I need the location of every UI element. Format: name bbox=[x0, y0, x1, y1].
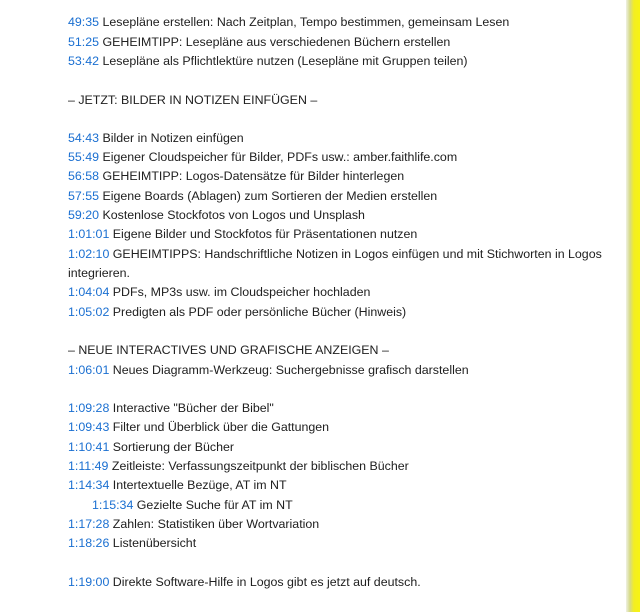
chapter-text: Lesepläne als Pflichtlektüre nutzen (Lesepläne mit Gruppen teilen) bbox=[102, 54, 468, 68]
chapter-entry bbox=[92, 497, 626, 513]
timestamp-link[interactable]: 1:10:41 bbox=[68, 440, 110, 454]
section-heading bbox=[68, 342, 626, 358]
timestamp-link[interactable]: 1:01:01 bbox=[68, 227, 110, 241]
section-heading bbox=[68, 92, 626, 108]
timestamp-link[interactable]: 59:20 bbox=[68, 208, 100, 222]
chapter-entry bbox=[68, 439, 626, 455]
chapter-entry bbox=[68, 207, 626, 223]
chapter-text: GEHEIMTIPPS: Handschriftliche Notizen in Logos einfügen und mit Stichworten in Logos bbox=[112, 247, 602, 261]
chapter-text: Listenübersicht bbox=[112, 536, 197, 550]
timestamp-link[interactable]: 55:49 bbox=[68, 150, 100, 164]
chapter-text: integrieren. bbox=[68, 266, 130, 280]
timestamp-link[interactable]: 1:15:34 bbox=[92, 498, 134, 512]
chapter-entry bbox=[68, 188, 626, 204]
timestamp-link[interactable]: 1:05:02 bbox=[68, 305, 110, 319]
chapter-entry bbox=[68, 304, 626, 320]
timestamp-link[interactable]: 1:14:34 bbox=[68, 478, 110, 492]
chapter-entry bbox=[68, 574, 626, 590]
chapter-entry bbox=[68, 477, 626, 493]
chapter-text: Zeitleiste: Verfassungszeitpunkt der biblischen Bücher bbox=[111, 459, 409, 473]
chapter-text: Sortierung der Bücher bbox=[112, 440, 235, 454]
chapter-text: Eigene Bilder und Stockfotos für Präsentationen nutzen bbox=[112, 227, 418, 241]
chapter-text: Kostenlose Stockfotos von Logos und Unsplash bbox=[102, 208, 365, 222]
timestamp-link[interactable]: 49:35 bbox=[68, 15, 100, 29]
timestamp-link[interactable]: 1:17:28 bbox=[68, 517, 110, 531]
chapter-entry bbox=[68, 14, 626, 30]
timestamp-link[interactable]: 1:09:43 bbox=[68, 420, 110, 434]
chapter-text: GEHEIMTIPP: Logos-Datensätze für Bilder hinterlegen bbox=[102, 169, 405, 183]
chapter-entry bbox=[68, 516, 626, 532]
chapter-text: Filter und Überblick über die Gattungen bbox=[112, 420, 330, 434]
timestamp-link[interactable]: 1:02:10 bbox=[68, 247, 110, 261]
chapter-entry bbox=[68, 362, 626, 378]
timestamp-link[interactable]: 1:09:28 bbox=[68, 401, 110, 415]
chapter-text: PDFs, MP3s usw. im Cloudspeicher hochladen bbox=[112, 285, 371, 299]
timestamp-link[interactable]: 56:58 bbox=[68, 169, 100, 183]
chapter-entry bbox=[68, 168, 626, 184]
chapter-text: Bilder in Notizen einfügen bbox=[102, 131, 244, 145]
timestamp-link[interactable]: 51:25 bbox=[68, 35, 100, 49]
chapter-entry bbox=[68, 458, 626, 474]
chapter-text: Neues Diagramm-Werkzeug: Suchergebnisse grafisch darstellen bbox=[112, 363, 469, 377]
timestamp-link[interactable]: 1:11:49 bbox=[68, 459, 109, 473]
timestamp-link[interactable]: 1:19:00 bbox=[68, 575, 110, 589]
chapter-entry bbox=[68, 53, 626, 69]
chapter-entry bbox=[68, 34, 626, 50]
timestamp-link[interactable]: 57:55 bbox=[68, 189, 100, 203]
chapter-text: Predigten als PDF oder persönliche Bücher (Hinweis) bbox=[112, 305, 407, 319]
chapter-entry bbox=[68, 284, 626, 300]
section-heading-text: – NEUE INTERACTIVES UND GRAFISCHE ANZEIGEN – bbox=[68, 343, 389, 357]
window-edge-strip bbox=[626, 0, 640, 612]
chapter-entry-continuation bbox=[68, 265, 626, 281]
timestamp-link[interactable]: 1:18:26 bbox=[68, 536, 110, 550]
timestamp-link[interactable]: 54:43 bbox=[68, 131, 100, 145]
chapter-text: Eigener Cloudspeicher für Bilder, PDFs usw.: amber.faithlife.com bbox=[102, 150, 458, 164]
chapter-entry bbox=[68, 400, 626, 416]
chapter-entry bbox=[68, 246, 626, 262]
chapter-text: Lesepläne erstellen: Nach Zeitplan, Tempo bestimmen, gemeinsam Lesen bbox=[102, 15, 510, 29]
section-heading-text: – JETZT: BILDER IN NOTIZEN EINFÜGEN – bbox=[68, 93, 318, 107]
timestamp-link[interactable]: 53:42 bbox=[68, 54, 100, 68]
chapter-text: Eigene Boards (Ablagen) zum Sortieren der Medien erstellen bbox=[102, 189, 438, 203]
chapter-text: Direkte Software-Hilfe in Logos gibt es jetzt auf deutsch. bbox=[112, 575, 421, 589]
chapter-entry bbox=[68, 130, 626, 146]
chapter-entry bbox=[68, 419, 626, 435]
chapter-text: GEHEIMTIPP: Lesepläne aus verschiedenen Büchern erstellen bbox=[102, 35, 451, 49]
chapter-text: Interactive "Bücher der Bibel" bbox=[112, 401, 274, 415]
chapter-entry bbox=[68, 226, 626, 242]
chapter-text: Zahlen: Statistiken über Wortvariation bbox=[112, 517, 320, 531]
timestamp-link[interactable]: 1:06:01 bbox=[68, 363, 110, 377]
chapter-text: Intertextuelle Bezüge, AT im NT bbox=[112, 478, 287, 492]
chapter-entry bbox=[68, 535, 626, 551]
chapter-entry bbox=[68, 149, 626, 165]
chapter-text: Gezielte Suche für AT im NT bbox=[136, 498, 293, 512]
timestamp-link[interactable]: 1:04:04 bbox=[68, 285, 110, 299]
